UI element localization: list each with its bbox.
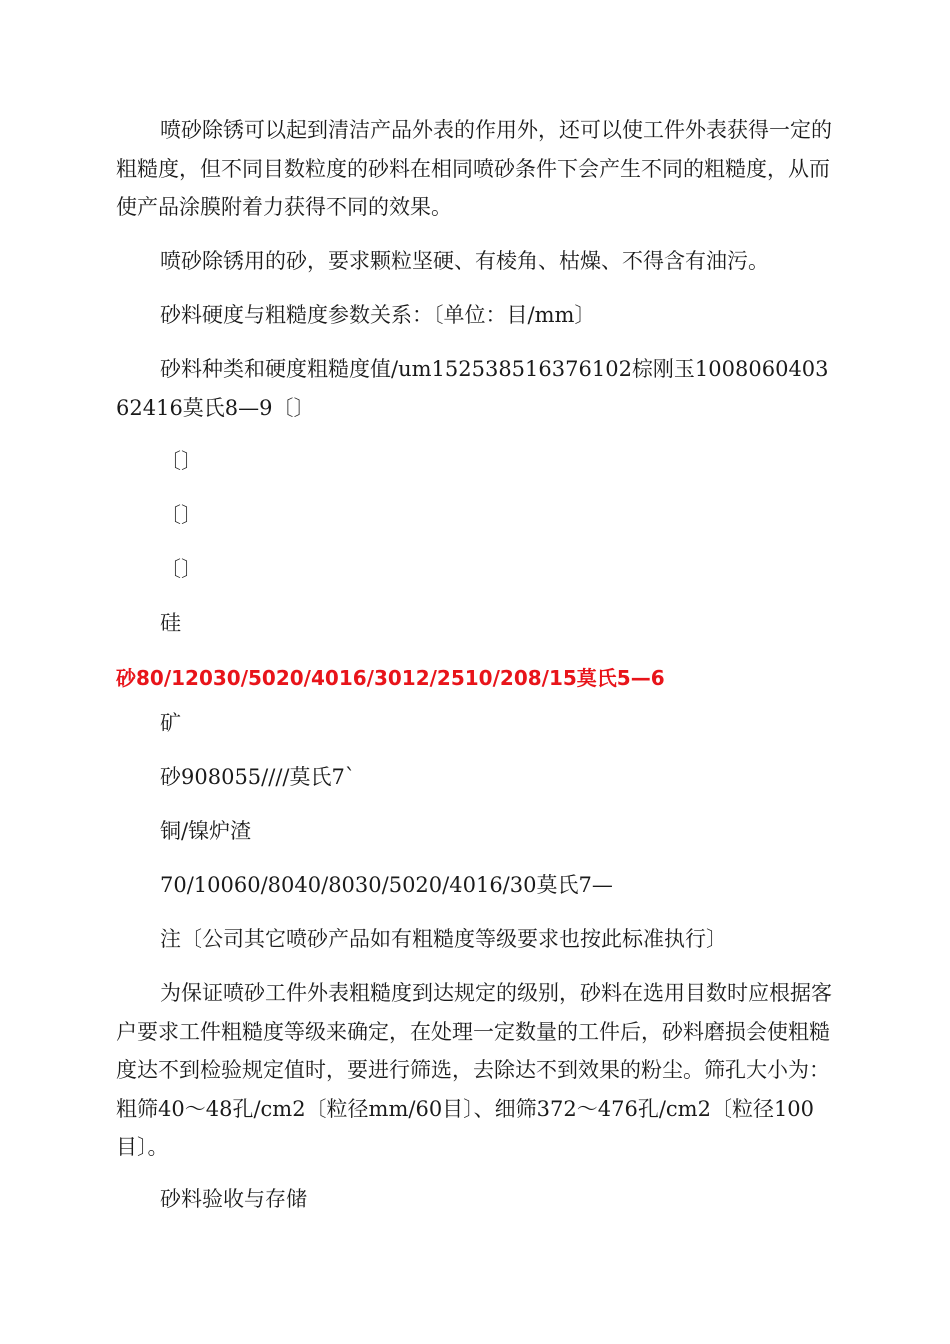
paragraph-note: 注〔公司其它喷砂产品如有粗糙度等级要求也按此标准执行〕 — [160, 927, 727, 951]
paragraph-bracket-3: 〔〕 — [160, 557, 202, 581]
paragraph-bracket-2: 〔〕 — [160, 503, 202, 527]
paragraph-sand-requirements: 喷砂除锈用的砂，要求颗粒坚硬、有棱角、枯燥、不得含有油污。 — [160, 249, 769, 273]
paragraph-mineral: 矿 — [160, 711, 181, 735]
paragraph-sandblasting-purpose: 喷砂除锈可以起到清洁产品外表的作用外，还可以使工件外表获得一定的粗糙度，但不同目数粒度的砂料在相同喷砂条件下会产生不同的粗糙度，从而使产品涂膜附着力获得不同的效果。 — [116, 118, 832, 219]
paragraph-hardness-roughness-title: 砂料硬度与粗糙度参数关系：〔单位：目/mm〕 — [160, 303, 596, 327]
paragraph-silica-sand-values: 砂80/12030/5020/4016/3012/2510/208/15莫氏5—6 — [116, 666, 665, 690]
paragraph-copper-nickel-slag: 铜/镍炉渣 — [160, 819, 252, 843]
paragraph-silicon: 硅 — [160, 611, 181, 635]
paragraph-mineral-sand-values: 砂908055////莫氏7` — [160, 765, 356, 789]
paragraph-slag-values: 70/10060/8040/8030/5020/4016/30莫氏7— — [160, 873, 613, 897]
paragraph-table-header-corundum: 砂料种类和硬度粗糙度值/um152538516376102棕刚玉100806040362416莫氏8—9〔〕 — [116, 357, 829, 420]
paragraph-acceptance-storage: 砂料验收与存储 — [160, 1187, 307, 1211]
paragraph-bracket-1: 〔〕 — [160, 449, 202, 473]
paragraph-screening: 为保证喷砂工件外表粗糙度到达规定的级别，砂料在选用目数时应根据客户要求工件粗糙度等级来确定，在处理一定数量的工件后，砂料磨损会使粗糙度达不到检验规定值时，要进行筛选，去除达不到效果的粉尘。筛孔大小为：粗筛40～48孔/cm2〔粒径mm/60目〕、细筛372～476孔/cm2〔粒径100目〕。 — [116, 981, 832, 1159]
